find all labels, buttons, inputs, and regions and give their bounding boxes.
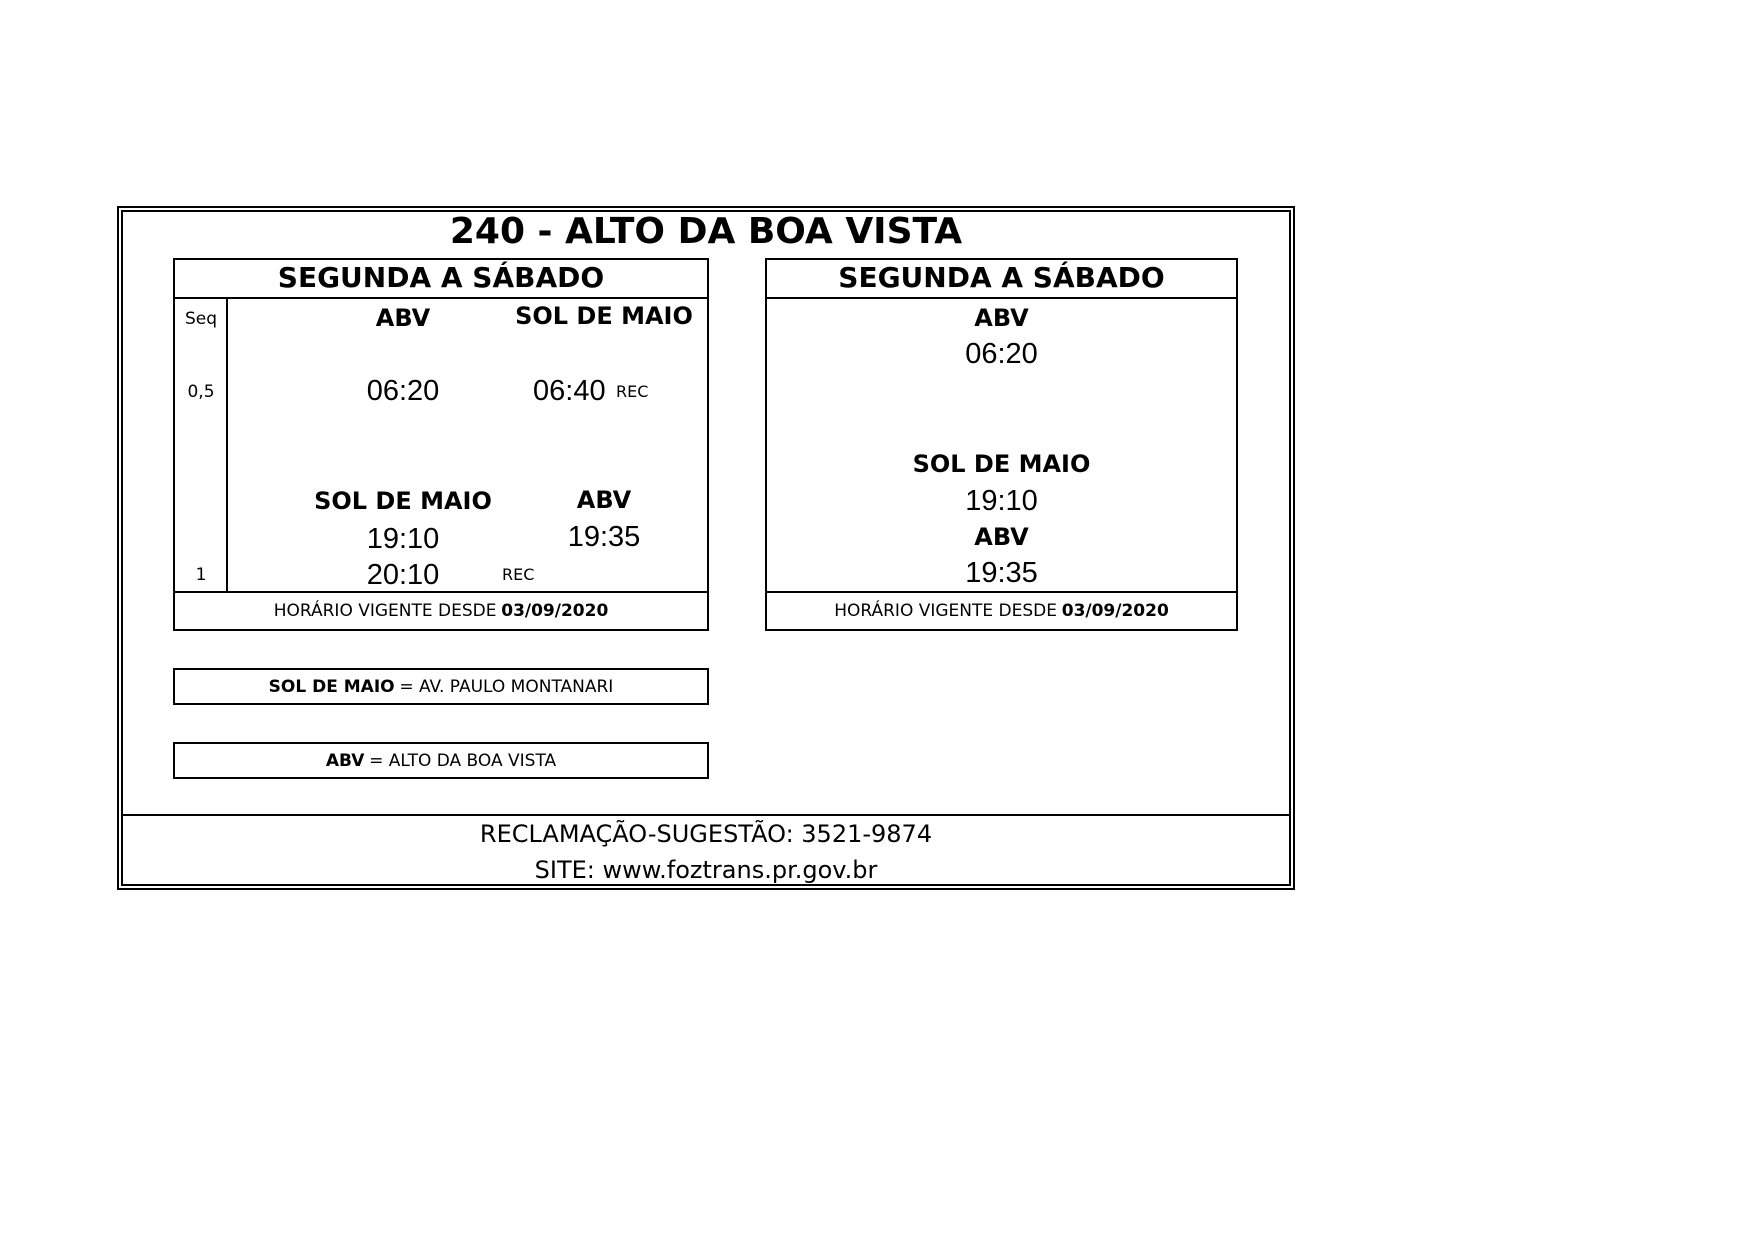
legend-sol-de-maio-text [175,676,707,698]
page-title: 240 - ALTO DA BOA VISTA [449,211,963,252]
col-sol-de-maio-title: SOL DE MAIO [515,302,693,330]
legend-meaning: = AV. PAULO MONTANARI [399,677,614,697]
left-table-header: SEGUNDA A SÁBADO [277,261,605,294]
right-time-19-35: 19:35 [965,557,1038,589]
time-06-40: 06:40 [533,375,606,407]
legend-abbr: ABV [325,751,365,771]
right-label-abv-2: ABV [974,523,1029,551]
col-abv-title-b: ABV [576,486,632,514]
left-seq-divider [226,297,228,593]
right-time-06-20: 06:20 [965,338,1038,370]
right-time-19-10: 19:10 [965,485,1038,517]
seq-label: Seq [184,309,218,329]
right-label-sol-de-maio: SOL DE MAIO [912,450,1091,478]
right-table-header: SEGUNDA A SÁBADO [838,261,1165,294]
legend-abv-text [175,750,707,772]
right-header-divider [765,297,1238,299]
contact-line: RECLAMAÇÃO-SUGESTÃO: 3521-9874 [479,820,933,848]
left-header-divider [173,297,709,299]
validity-date: 03/09/2020 [501,601,609,621]
right-footer-divider [765,591,1238,593]
right-label-abv: ABV [974,304,1029,332]
col-abv-title: ABV [375,304,431,332]
legend-abbr: SOL DE MAIO [268,677,395,697]
rec-label: REC [616,382,649,401]
time-19-10: 19:10 [366,523,440,555]
site-line[interactable]: SITE: www.foztrans.pr.gov.br [534,856,878,884]
legend-meaning: = ALTO DA BOA VISTA [369,751,557,771]
left-footer-validity [175,600,707,622]
rec-label-2: REC [502,565,535,584]
time-06-20: 06:20 [366,375,440,407]
footer-divider [121,814,1291,816]
right-footer-validity [767,600,1236,622]
seq-value-0-5: 0,5 [187,382,215,402]
time-20-10: 20:10 [366,559,440,591]
validity-prefix: HORÁRIO VIGENTE DESDE [834,601,1057,621]
time-19-35: 19:35 [567,521,641,553]
col-sol-de-maio-title-b: SOL DE MAIO [314,487,492,515]
validity-prefix: HORÁRIO VIGENTE DESDE [273,601,497,621]
validity-date: 03/09/2020 [1061,601,1169,621]
seq-value-1: 1 [195,565,207,585]
